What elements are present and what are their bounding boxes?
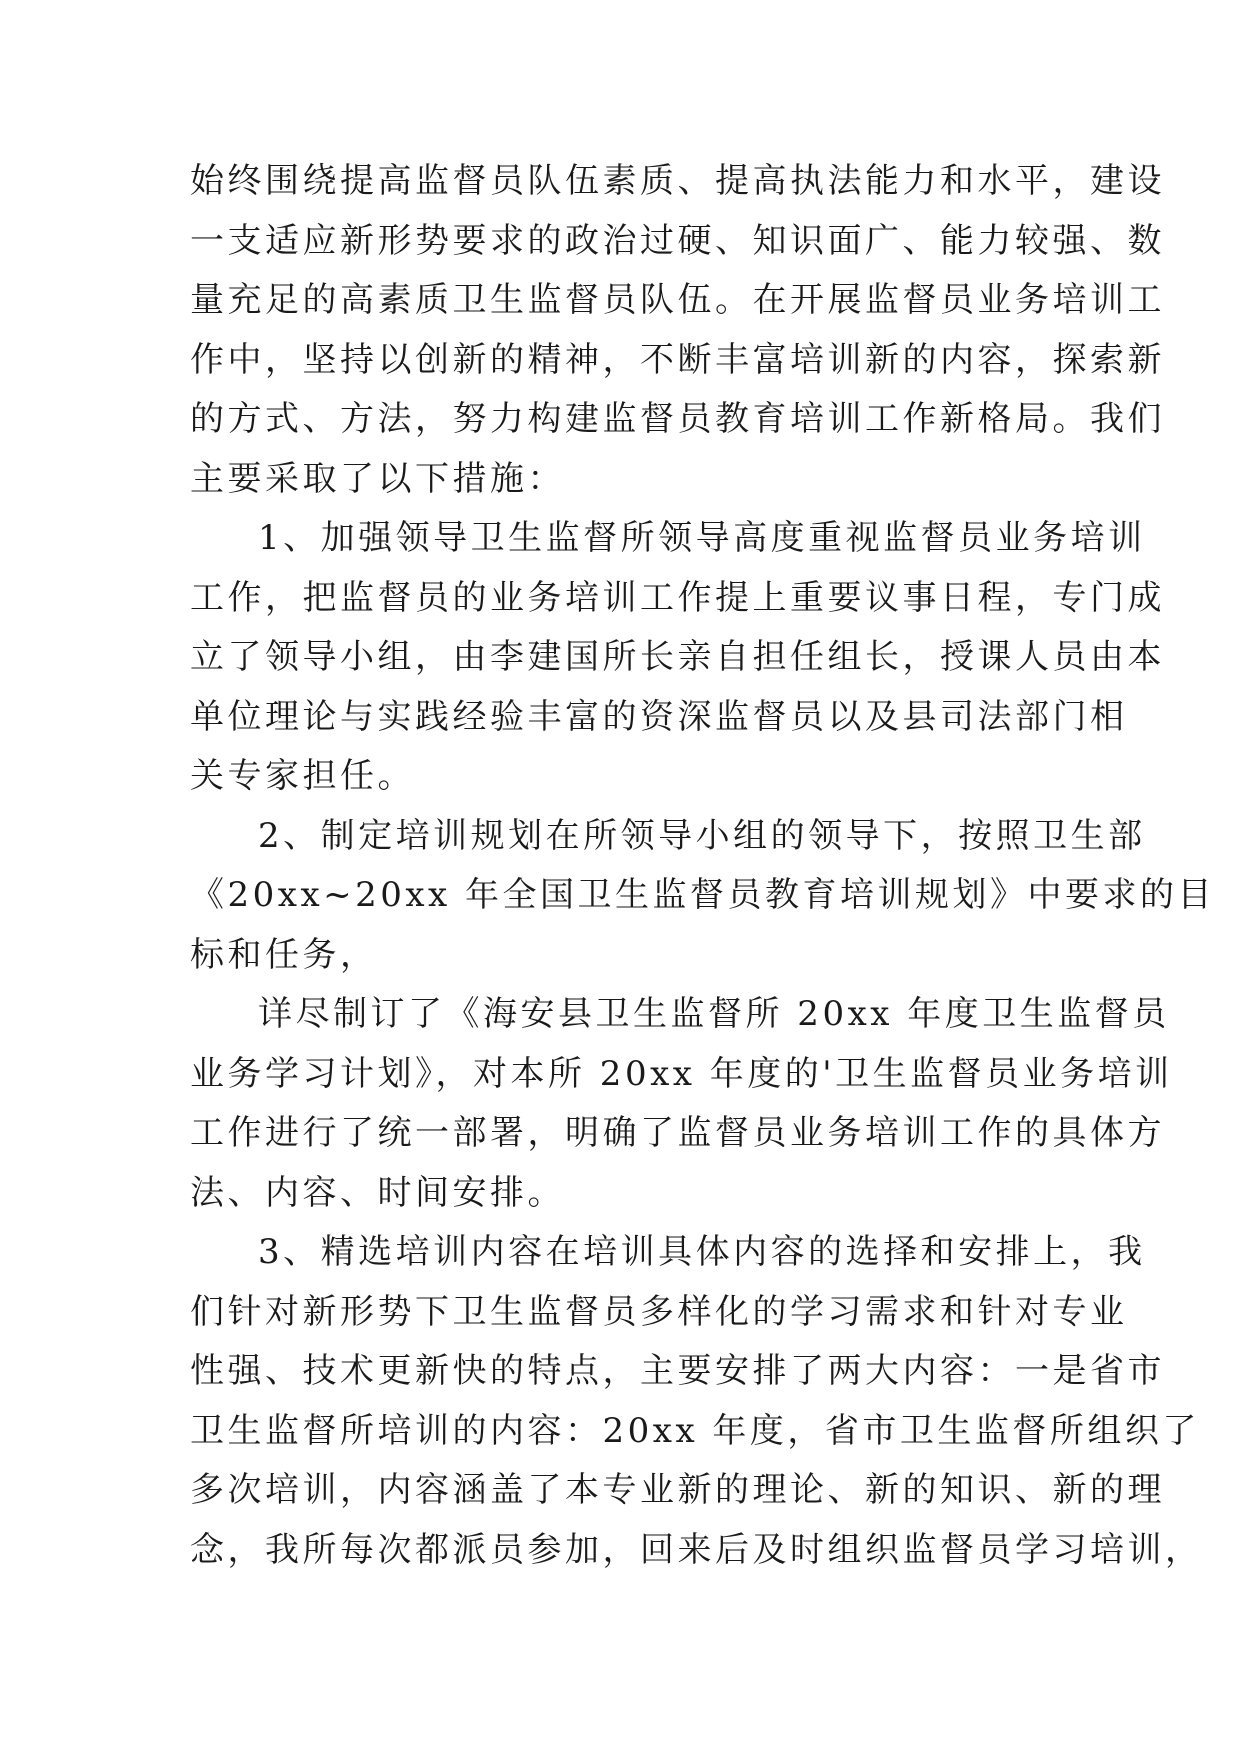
paragraph-item-3 — [190, 1223, 1203, 1580]
text-line: 的方式、方法，努力构建监督员教育培训工作新格局。我们 — [190, 399, 1165, 439]
text-line: 1、加强领导卫生监督所领导高度重视监督员业务培训 — [258, 518, 1146, 558]
text-line: 多次培训，内容涵盖了本专业新的理论、新的知识、新的理 — [190, 1470, 1165, 1510]
text-line: 《20xx~20xx 年全国卫生监督员教育培训规划》中要求的目 — [190, 875, 1216, 915]
paragraph-item-1 — [190, 509, 1165, 807]
text-line: 关专家担任。 — [190, 756, 415, 796]
text-line: 详尽制订了《海安县卫生监督所 20xx 年度卫生监督员 — [258, 994, 1170, 1034]
text-line: 3、精选培训内容在培训具体内容的选择和安排上，我 — [258, 1232, 1146, 1272]
paragraph-item-2 — [190, 807, 1216, 986]
text-line: 单位理论与实践经验丰富的资深监督员以及县司法部门相 — [190, 696, 1128, 737]
text-line: 立了领导小组，由李建国所长亲自担任组长，授课人员由本 — [190, 637, 1165, 677]
text-line: 性强、技术更新快的特点，主要安排了两大内容：一是省市 — [190, 1351, 1165, 1391]
text-line: 主要采取了以下措施： — [190, 458, 565, 499]
text-line: 业务学习计划》，对本所 20xx 年度的'卫生监督员业务培训 — [190, 1053, 1173, 1094]
text-line: 量充足的高素质卫生监督员队伍。在开展监督员业务培训工 — [190, 280, 1165, 320]
text-line: 作中，坚持以创新的精神，不断丰富培训新的内容，探索新 — [190, 339, 1165, 380]
text-line: 始终围绕提高监督员队伍素质、提高执法能力和水平，建设 — [190, 161, 1165, 201]
paragraph-plan — [190, 985, 1173, 1223]
text-line: 念，我所每次都派员参加，回来后及时组织监督员学习培训， — [190, 1529, 1203, 1570]
document-body — [190, 152, 1216, 1580]
paragraph-intro — [190, 152, 1165, 509]
text-line: 卫生监督所培训的内容：20xx 年度，省市卫生监督所组织了 — [190, 1410, 1200, 1451]
text-line: 法、内容、时间安排。 — [190, 1172, 565, 1213]
text-line: 标和任务， — [190, 934, 378, 975]
text-line: 一支适应新形势要求的政治过硬、知识面广、能力较强、数 — [190, 220, 1165, 261]
text-line: 们针对新形势下卫生监督员多样化的学习需求和针对专业 — [190, 1291, 1128, 1332]
text-line: 工作，把监督员的业务培训工作提上重要议事日程，专门成 — [190, 577, 1165, 618]
text-line: 工作进行了统一部署，明确了监督员业务培训工作的具体方 — [190, 1113, 1165, 1153]
text-line: 2、制定培训规划在所领导小组的领导下，按照卫生部 — [258, 815, 1146, 856]
